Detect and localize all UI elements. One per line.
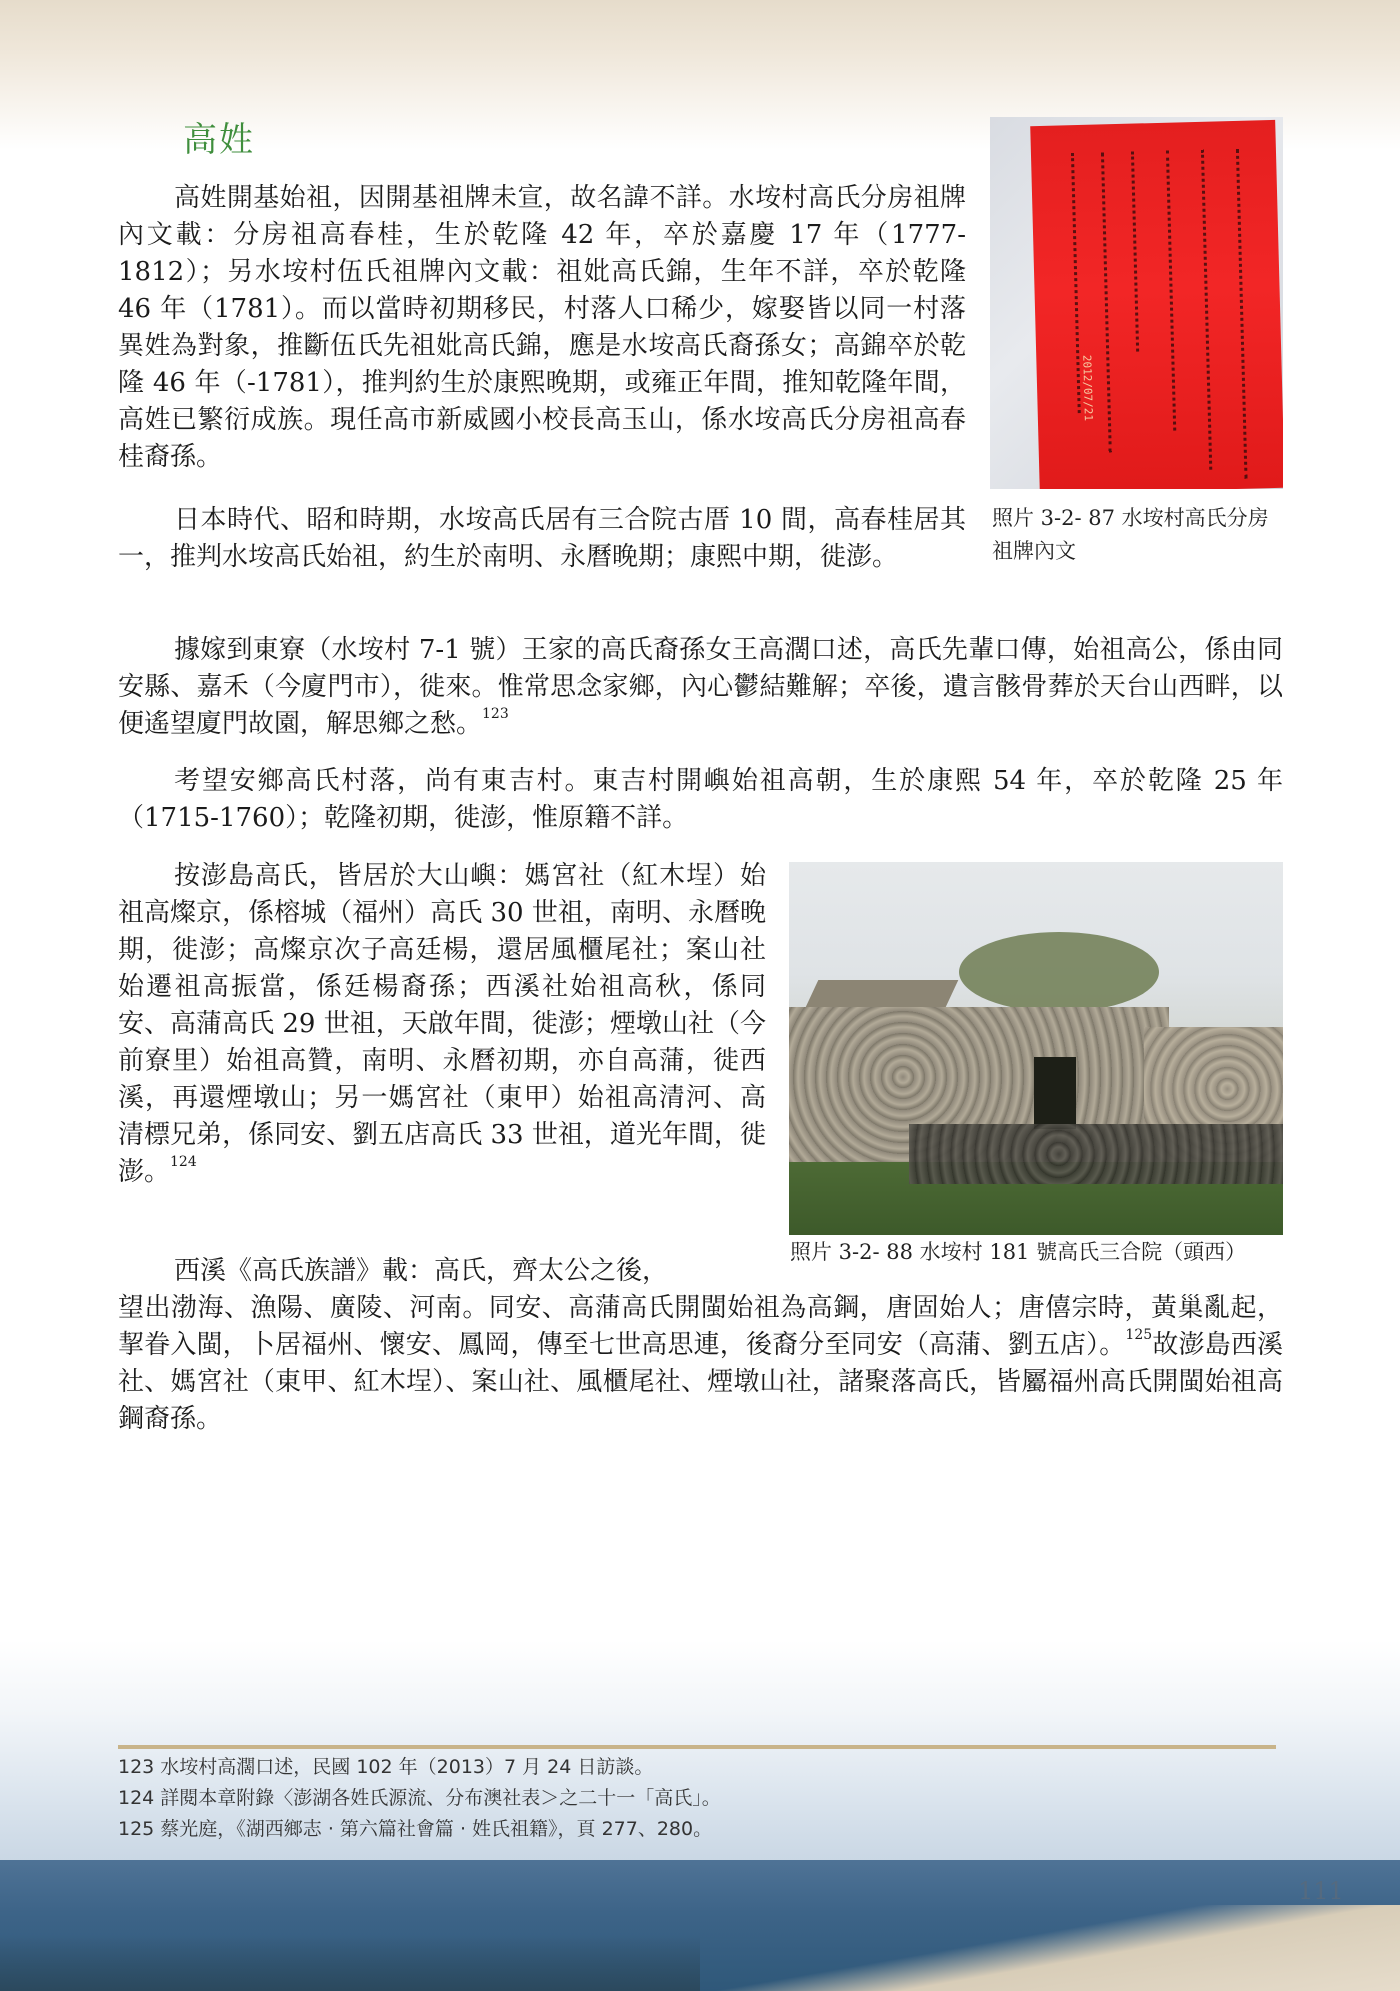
paragraph-6 bbox=[118, 1290, 1283, 1438]
footnote-ref-125[interactable]: 125 bbox=[1125, 1327, 1153, 1344]
footnote-ref-124[interactable]: 124 bbox=[170, 1154, 197, 1171]
tablet-photo-caption: 照片 3-2- 87 水垵村高氏分房祖牌內文 bbox=[992, 506, 1269, 563]
photo-date-stamp: 2012/07/21 bbox=[1080, 354, 1095, 422]
paragraph-1 bbox=[118, 180, 966, 476]
paragraph-2 bbox=[118, 502, 966, 576]
house-photo-caption: 照片 3-2- 88 水垵村 181 號高氏三合院（頭西） bbox=[790, 1240, 1247, 1264]
paragraph-5-text: 按澎島高氏，皆居於大山嶼：媽宮社（紅木埕）始祖高燦京，係榕城（福州）高氏 30 世祖，南明、永曆晚期，徙澎；高燦京次子高廷楊，還居風櫃尾社；案山社始遷祖高振當，係廷楊裔孫；西溪社始祖高秋，係同安、高蒲高氏 29 世祖，天啟年間，徙澎；煙墩山社（今前寮里）始祖高贊，南明、永曆初期，亦自高蒲，徙西溪，再還煙墩山；另一媽宮社（東甲）始祖高清河、高清標兄弟，係同安、劉五店高氏 33 世祖，道光年間，徙澎。 bbox=[118, 861, 766, 1187]
paragraph-4-text: 考望安鄉高氏村落，尚有東吉村。東吉村開嶼始祖高朝，生於康熙 54 年，卒於乾隆 25 年（1715-1760）；乾隆初期，徙澎，惟原籍不詳。 bbox=[118, 766, 1283, 833]
footnote-124: 124 詳閱本章附錄〈澎湖各姓氏源流、分布澳社表＞之二十一「高氏」。 bbox=[118, 1787, 721, 1809]
footnote-123: 123 水垵村高濶口述，民國 102 年（2013）7 月 24 日訪談。 bbox=[118, 1756, 654, 1778]
paragraph-6-end-text: 故澎島西溪社、媽宮社（東甲、紅木埕）、案山社、風櫃尾社、煙墩山社，諸聚落高氏，皆屬福州高氏開閩始祖高鋼裔孫。 bbox=[118, 1330, 1283, 1434]
section-title: 高姓 bbox=[183, 120, 255, 160]
paragraph-6-text: 望出渤海、漁陽、廣陵、河南。同安、高蒲高氏開閩始祖為高鋼，唐固始人；唐僖宗時，黃巢亂起，挈眷入閩，卜居福州、懷安、鳳岡，傳至七世高思連，後裔分至同安（高蒲、劉五店）。 bbox=[118, 1293, 1283, 1360]
courtyard-house-photo bbox=[789, 862, 1283, 1235]
paragraph-6-start-text: 西溪《高氏族譜》載：高氏，齊太公之後， bbox=[174, 1256, 669, 1286]
footnote-ref-123[interactable]: 123 bbox=[482, 706, 509, 723]
paragraph-1-text: 高姓開基始祖，因開基祖牌未宣，故名諱不詳。水垵村高氏分房祖牌內文載：分房祖高春桂，生於乾隆 42 年，卒於嘉慶 17 年（1777-1812）；另水垵村伍氏祖牌內文載：祖妣高氏錦，生年不詳，卒於乾隆 46 年（1781）。而以當時初期移民，村落人口稀少，嫁娶皆以同一村落異姓為對象，推斷伍氏先祖妣高氏錦，應是水垵高氏裔孫女；高錦卒於乾隆 46 年（-1781），推判約生於康熙晚期，或雍正年間，推知乾隆年間，高姓已繁衍成族。現任高市新威國小校長高玉山，係水垵高氏分房祖高春桂裔孫。 bbox=[118, 183, 966, 472]
footnote-125: 125 蔡光庭，《湖西鄉志 ‧ 第六篇社會篇 ‧ 姓氏祖籍》，頁 277、280。 bbox=[118, 1818, 713, 1840]
paragraph-5 bbox=[118, 858, 766, 1191]
footnote-divider bbox=[118, 1745, 1276, 1749]
paragraph-3 bbox=[118, 632, 1283, 743]
page-number: 111 bbox=[1298, 1877, 1344, 1905]
paragraph-3-text: 據嫁到東寮（水垵村 7-1 號）王家的高氏裔孫女王高濶口述，高氏先輩口傳，始祖高公，係由同安縣、嘉禾（今廈門市），徙來。惟常思念家鄉，內心鬱結難解；卒後，遺言骸骨葬於天台山西畔，以便遙望廈門故園，解思鄉之愁。 bbox=[118, 635, 1283, 739]
red-tablet-paper bbox=[1030, 120, 1283, 489]
ancestral-tablet-photo bbox=[990, 117, 1283, 489]
paragraph-6-start bbox=[118, 1253, 768, 1290]
paragraph-4 bbox=[118, 763, 1283, 837]
paragraph-2-text: 日本時代、昭和時期，水垵高氏居有三合院古厝 10 間，高春桂居其一，推判水垵高氏始祖，約生於南明、永曆晚期；康熙中期，徙澎。 bbox=[118, 505, 966, 572]
